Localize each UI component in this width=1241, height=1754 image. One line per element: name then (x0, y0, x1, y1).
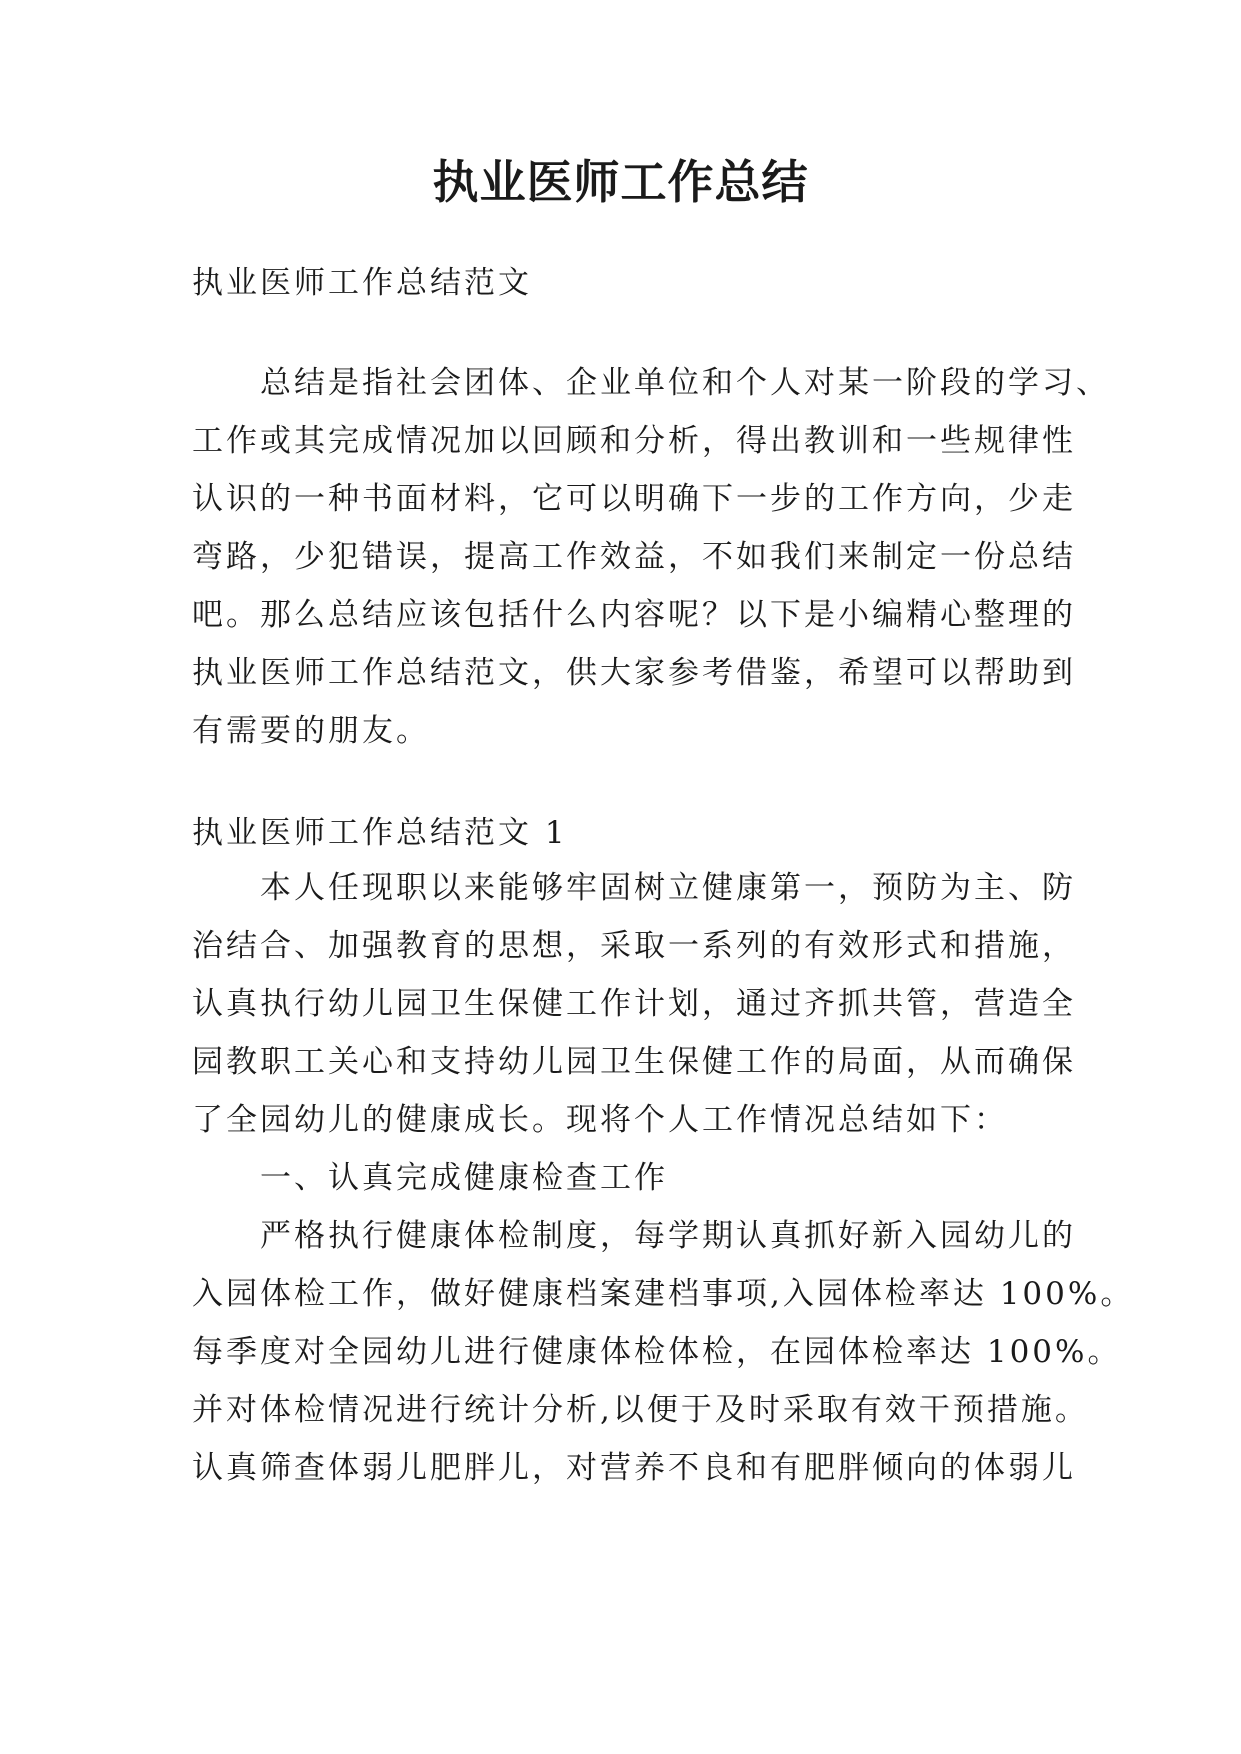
document-subtitle: 执业医师工作总结范文 (192, 265, 532, 301)
paragraph-line: 弯路，少犯错误，提高工作效益，不如我们来制定一份总结 (192, 539, 1076, 575)
paragraph-line: 本人任现职以来能够牢固树立健康第一，预防为主、防 (260, 870, 1076, 906)
paragraph-line: 认真筛查体弱儿肥胖儿，对营养不良和有肥胖倾向的体弱儿 (192, 1450, 1076, 1486)
paragraph-line: 了全园幼儿的健康成长。现将个人工作情况总结如下： (192, 1102, 1008, 1138)
paragraph-line: 治结合、加强教育的思想，采取一系列的有效形式和措施， (192, 928, 1076, 964)
section1-paragraph (192, 859, 1076, 1149)
paragraph-line: 入园体检工作，做好健康档案建档事项,入园体检率达 100%。 (192, 1276, 1135, 1312)
paragraph-line: 认真执行幼儿园卫生保健工作计划，通过齐抓共管，营造全 (192, 986, 1076, 1022)
section-heading: 执业医师工作总结范文 1 (192, 815, 568, 851)
paragraph-line: 认识的一种书面材料，它可以明确下一步的工作方向，少走 (192, 481, 1076, 517)
paragraph-line: 严格执行健康体检制度，每学期认真抓好新入园幼儿的 (260, 1218, 1076, 1254)
intro-paragraph (192, 354, 1110, 760)
paragraph-line: 并对体检情况进行统计分析,以便于及时采取有效干预措施。 (192, 1392, 1089, 1428)
paragraph-line: 执业医师工作总结范文，供大家参考借鉴，希望可以帮助到 (192, 655, 1076, 691)
section1-paragraph-2 (192, 1207, 1135, 1497)
paragraph-line: 每季度对全园幼儿进行健康体检体检，在园体检率达 100%。 (192, 1334, 1122, 1370)
paragraph-line: 园教职工关心和支持幼儿园卫生保健工作的局面，从而确保 (192, 1044, 1076, 1080)
paragraph-line: 有需要的朋友。 (192, 713, 430, 749)
paragraph-line: 总结是指社会团体、企业单位和个人对某一阶段的学习、 (260, 365, 1110, 401)
paragraph-line: 吧。那么总结应该包括什么内容呢？以下是小编精心整理的 (192, 597, 1076, 633)
subheading: 一、认真完成健康检查工作 (260, 1160, 668, 1196)
paragraph-line: 工作或其完成情况加以回顾和分析，得出教训和一些规律性 (192, 423, 1076, 459)
document-title: 执业医师工作总结 (432, 155, 809, 209)
